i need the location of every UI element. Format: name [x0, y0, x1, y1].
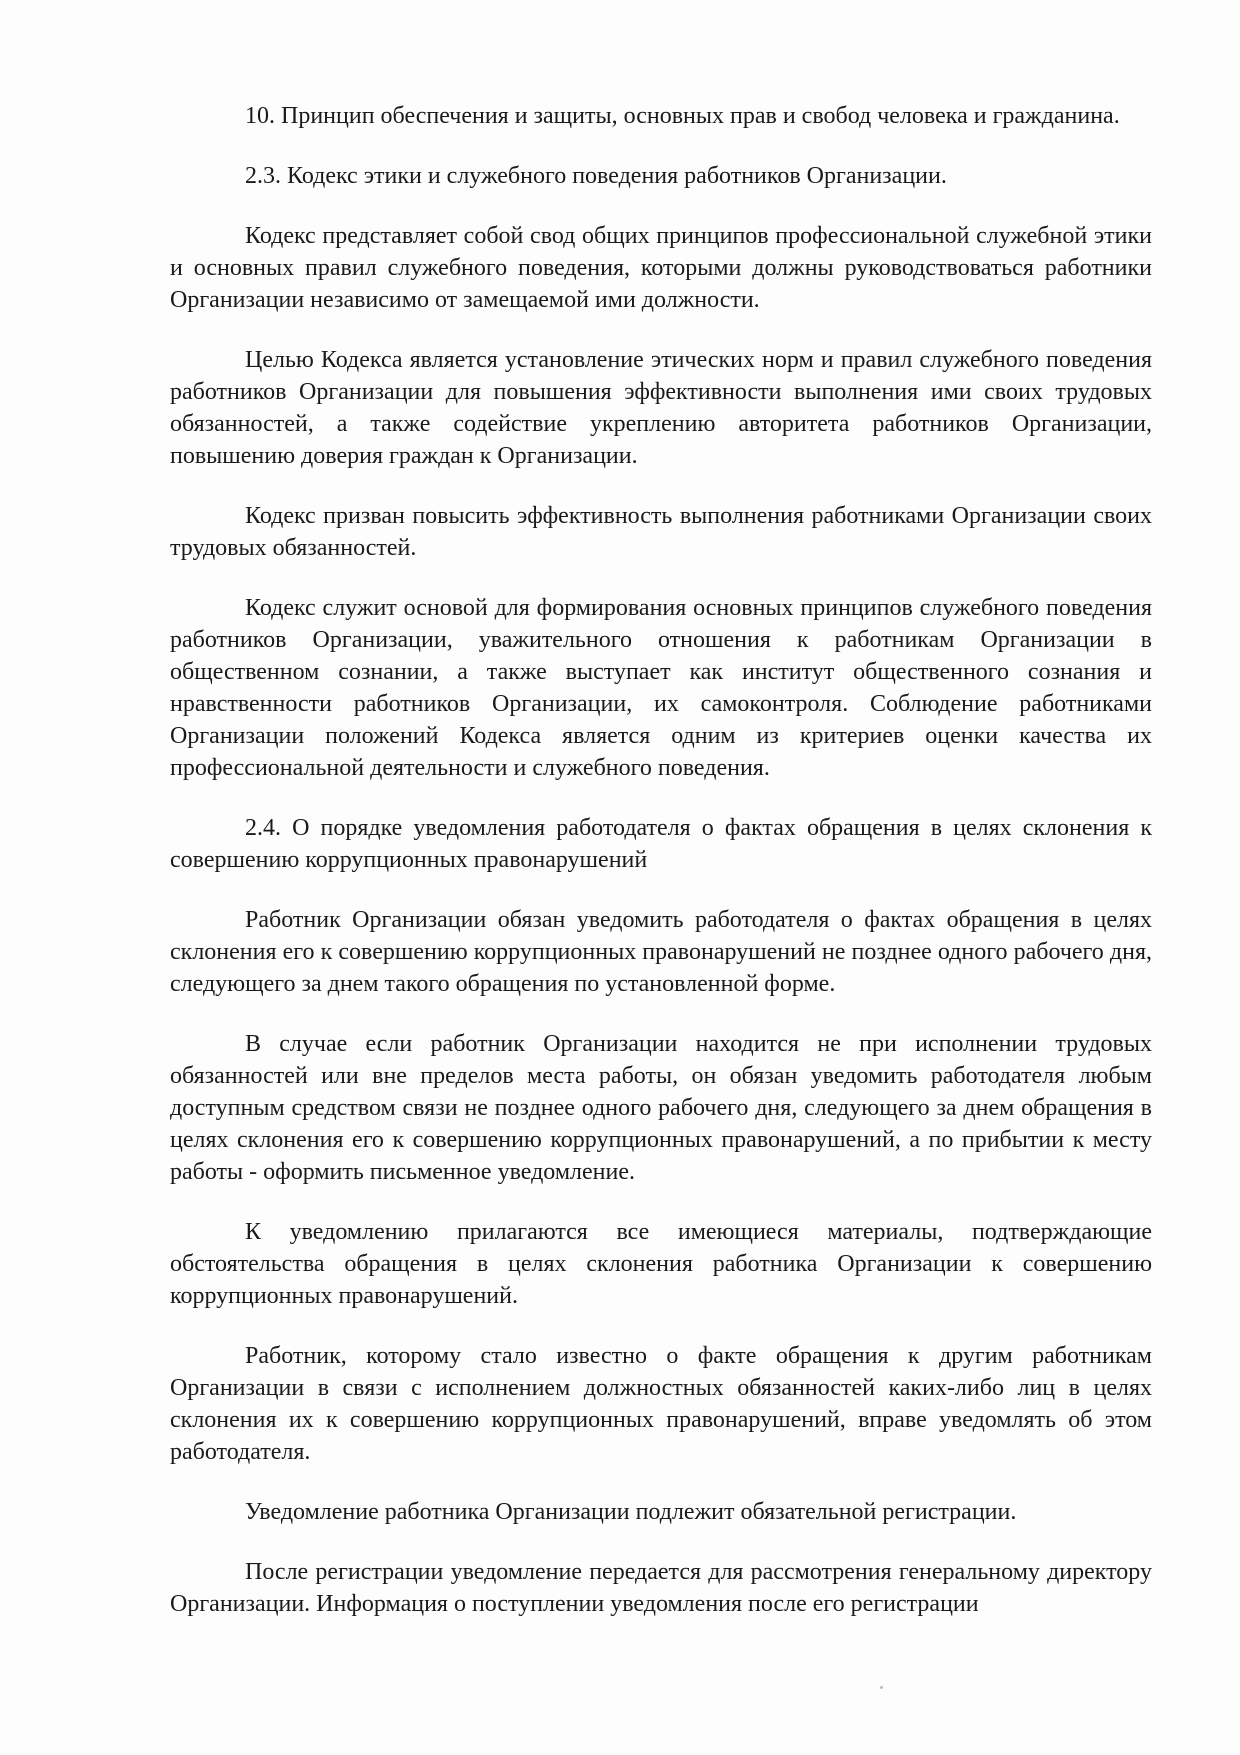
scan-speck — [880, 1686, 883, 1689]
paragraph-registration: Уведомление работника Организации подлежит обязательной регистрации. — [245, 1499, 1017, 1525]
document-body — [170, 100, 1152, 1648]
paragraph-principle-10: 10. Принцип обеспечения и защиты, основных прав и свобод человека и гражданина. — [245, 103, 1120, 129]
paragraph-code-definition: Кодекс представляет собой свод общих принципов профессиональной служебной этики и основных правил служебного поведения, которыми должны руководствоваться работники Организации независимо от замещаемой ими должности. — [170, 223, 1152, 313]
paragraph-other-employees: Работник, которому стало известно о факте обращения к другим работникам Организации в связи с исполнением должностных обязанностей каких-либо лиц в целях склонения их к совершению коррупционных правонарушений, вправе уведомлять об этом работодателя. — [170, 1343, 1152, 1465]
section-heading-2-3: 2.3. Кодекс этики и служебного поведения работников Организации. — [245, 163, 947, 189]
paragraph-after-registration: После регистрации уведомление передается для рассмотрения генеральному директору Организации. Информация о поступлении уведомления после его регистрации — [170, 1559, 1152, 1617]
paragraph-code-basis: Кодекс служит основой для формирования основных принципов служебного поведения работников Организации, уважительного отношения к работникам Организации в общественном сознании, а также выступает как институт общественного сознания и нравственности работников Организации, их самоконтроля. Соблюдение работниками Организации положений Кодекса является одним из критериев оценки качества их профессиональной деятельности и служебного поведения. — [170, 595, 1152, 781]
paragraph-code-goal: Целью Кодекса является установление этических норм и правил служебного поведения работников Организации для повышения эффективности выполнения ими своих трудовых обязанностей, а также содействие укреплению авторитета работников Организации, повышению доверия граждан к Организации. — [170, 347, 1152, 469]
paragraph-attachments: К уведомлению прилагаются все имеющиеся материалы, подтверждающие обстоятельства обращения в целях склонения работника Организации к совершению коррупционных правонарушений. — [170, 1219, 1152, 1309]
paragraph-employee-duty: Работник Организации обязан уведомить работодателя о фактах обращения в целях склонения его к совершению коррупционных правонарушений не позднее одного рабочего дня, следующего за днем такого обращения по установленной форме. — [170, 907, 1152, 997]
paragraph-code-purpose: Кодекс призван повысить эффективность выполнения работниками Организации своих трудовых обязанностей. — [170, 503, 1152, 561]
section-heading-2-4: 2.4. О порядке уведомления работодателя о фактах обращения в целях склонения к совершению коррупционных правонарушений — [170, 815, 1152, 873]
paragraph-off-duty-case: В случае если работник Организации находится не при исполнении трудовых обязанностей или вне пределов места работы, он обязан уведомить работодателя любым доступным средством связи не позднее одного рабочего дня, следующего за днем обращения в целях склонения его к совершению коррупционных правонарушений, а по прибытии к месту работы - оформить письменное уведомление. — [170, 1031, 1152, 1185]
